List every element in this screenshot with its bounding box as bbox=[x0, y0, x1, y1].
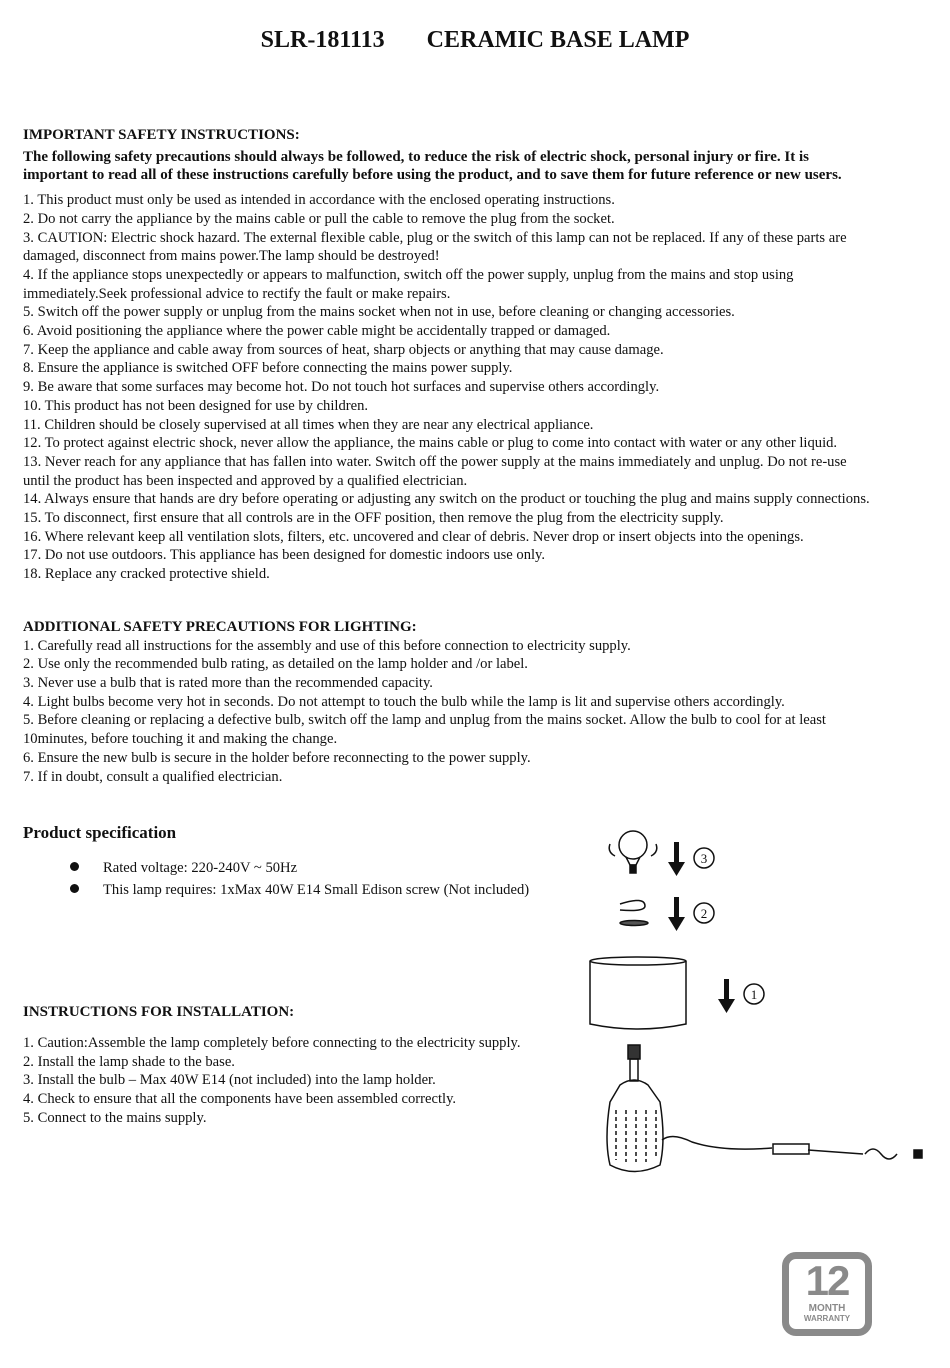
list-item: 4. If the appliance stops unexpectedly or appears to malfunction, switch off the power supply, unplug from the mains and stop using immediately.Seek professional advice to rectify the fault or make repairs. bbox=[23, 266, 794, 302]
list-item: 2. Install the lamp shade to the base. bbox=[23, 1053, 235, 1070]
list-item: 1. This product must only be used as intended in accordance with the enclosed operating instructions. bbox=[23, 192, 615, 209]
ring-icon bbox=[620, 900, 648, 925]
list-item: 5. Switch off the power supply or unplug from the mains socket when not in use, before cleaning or changing accessories. bbox=[23, 304, 735, 321]
list-item: 4. Check to ensure that all the components have been assembled correctly. bbox=[23, 1091, 457, 1108]
spec-text: This lamp requires: 1xMax 40W E14 Small Edison screw (Not included) bbox=[103, 882, 530, 899]
lampshade-icon bbox=[590, 957, 686, 1029]
list-item: 9. Be aware that some surfaces may become hot. Do not touch hot surfaces and supervise others accordingly. bbox=[23, 379, 660, 396]
install-heading: INSTRUCTIONS FOR INSTALLATION: bbox=[23, 1004, 295, 1021]
list-item: 3. CAUTION: Electric shock hazard. The external flexible cable, plug or the switch of this lamp can not be replaced. If any of these parts are damaged, disconnect from mains power.The lamp should be destroyed! bbox=[23, 229, 847, 265]
safety-intro: The following safety precautions should always be followed, to reduce the risk of electric shock, personal injury or fire. It is important to read all of these instructions carefully before using the product, and to save them for future reference or new users. bbox=[23, 148, 842, 184]
list-item: 17. Do not use outdoors. This appliance has been designed for domestic indoors use only. bbox=[23, 547, 546, 564]
list-item: 8. Ensure the appliance is switched OFF before connecting the mains power supply. bbox=[23, 360, 513, 377]
list-item: 16. Where relevant keep all ventilation slots, filters, etc. uncovered and clear of debris. Never drop or insert objects into the openings. bbox=[23, 528, 804, 545]
arrow-down-icon bbox=[668, 897, 685, 931]
spec-section bbox=[23, 822, 583, 901]
warranty-label: WARRANTY bbox=[803, 1314, 851, 1323]
list-item: 7. If in doubt, consult a qualified electrician. bbox=[23, 768, 283, 785]
lamp-base-icon bbox=[607, 1045, 663, 1172]
list-item: 12. To protect against electric shock, never allow the appliance, the mains cable or plug to come into contact with water or any other liquid. bbox=[23, 435, 838, 452]
safety-heading: IMPORTANT SAFETY INSTRUCTIONS: bbox=[23, 127, 300, 143]
list-item: 11. Children should be closely supervised at all times when they are near any electrical appliance. bbox=[23, 416, 594, 433]
spec-text: Rated voltage: 220-240V ~ 50Hz bbox=[103, 860, 298, 877]
warranty-month: MONTH bbox=[808, 1303, 846, 1314]
bullet-icon bbox=[70, 884, 79, 893]
install-list bbox=[23, 1034, 583, 1128]
list-item: 3. Never use a bulb that is rated more than the recommended capacity. bbox=[23, 674, 433, 691]
list-item: 7. Keep the appliance and cable away from sources of heat, sharp objects or anything that may cause damage. bbox=[23, 341, 664, 358]
safety-list bbox=[23, 191, 873, 584]
arrow-down-icon bbox=[668, 842, 685, 876]
spec-heading: Product specification bbox=[23, 823, 177, 843]
list-item: 6. Ensure the new bulb is secure in the holder before reconnecting to the power supply. bbox=[23, 749, 531, 766]
list-item: 1. Caution:Assemble the lamp completely before connecting to the electricity supply. bbox=[23, 1034, 521, 1051]
lighting-section bbox=[23, 618, 873, 786]
list-item: 3. Install the bulb – Max 40W E14 (not included) into the lamp holder. bbox=[23, 1072, 436, 1089]
warranty-number: 12 bbox=[805, 1257, 849, 1304]
step-3-label: 3 bbox=[700, 851, 708, 866]
arrow-down-icon bbox=[718, 979, 735, 1013]
install-section bbox=[23, 1003, 583, 1127]
lighting-list bbox=[23, 637, 873, 787]
safety-section bbox=[23, 126, 873, 584]
step-1-label: 1 bbox=[750, 987, 758, 1002]
list-item: 15. To disconnect, first ensure that all controls are in the OFF position, then remove the plug from the electricity supply. bbox=[23, 510, 724, 527]
assembly-diagram bbox=[580, 820, 950, 1200]
list-item: 4. Light bulbs become very hot in seconds. Do not attempt to touch the bulb while the lamp is lit and supervise others accordingly. bbox=[23, 693, 785, 710]
list-item: 2. Use only the recommended bulb rating, as detailed on the lamp holder and /or label. bbox=[23, 656, 528, 673]
spec-bullet bbox=[23, 879, 583, 901]
power-cord-icon bbox=[662, 1136, 922, 1159]
list-item: 2. Do not carry the appliance by the mains cable or pull the cable to remove the plug from the socket. bbox=[23, 210, 615, 227]
list-item: 14. Always ensure that hands are dry before operating or adjusting any switch on the product or touching the plug and mains supply connections. bbox=[23, 491, 870, 508]
list-item: 10. This product has not been designed for use by children. bbox=[23, 397, 369, 414]
step-2-label: 2 bbox=[700, 906, 708, 921]
bullet-icon bbox=[70, 862, 79, 871]
page-title: SLR-181113 CERAMIC BASE LAMP bbox=[260, 27, 690, 53]
list-item: 6. Avoid positioning the appliance where the power cable might be accidentally trapped or damaged. bbox=[23, 323, 611, 340]
lighting-heading: ADDITIONAL SAFETY PRECAUTIONS FOR LIGHTING: bbox=[23, 618, 417, 635]
list-item: 1. Carefully read all instructions for the assembly and use of this before connection to electricity supply. bbox=[23, 637, 631, 654]
spec-bullet bbox=[23, 857, 583, 879]
list-item: 18. Replace any cracked protective shield. bbox=[23, 566, 270, 583]
list-item: 5. Connect to the mains supply. bbox=[23, 1109, 207, 1126]
list-item: 5. Before cleaning or replacing a defective bulb, switch off the lamp and unplug from the mains socket. Allow the bulb to cool for at least 10minutes, before touching it and making the change. bbox=[23, 712, 826, 748]
list-item: 13. Never reach for any appliance that has fallen into water. Switch off the power supply at the mains immediately and unplug. Do not re-use until the product has been inspected and approved by a qualified electrician. bbox=[23, 453, 847, 489]
bulb-icon bbox=[609, 831, 657, 873]
warranty-badge bbox=[782, 1252, 872, 1336]
